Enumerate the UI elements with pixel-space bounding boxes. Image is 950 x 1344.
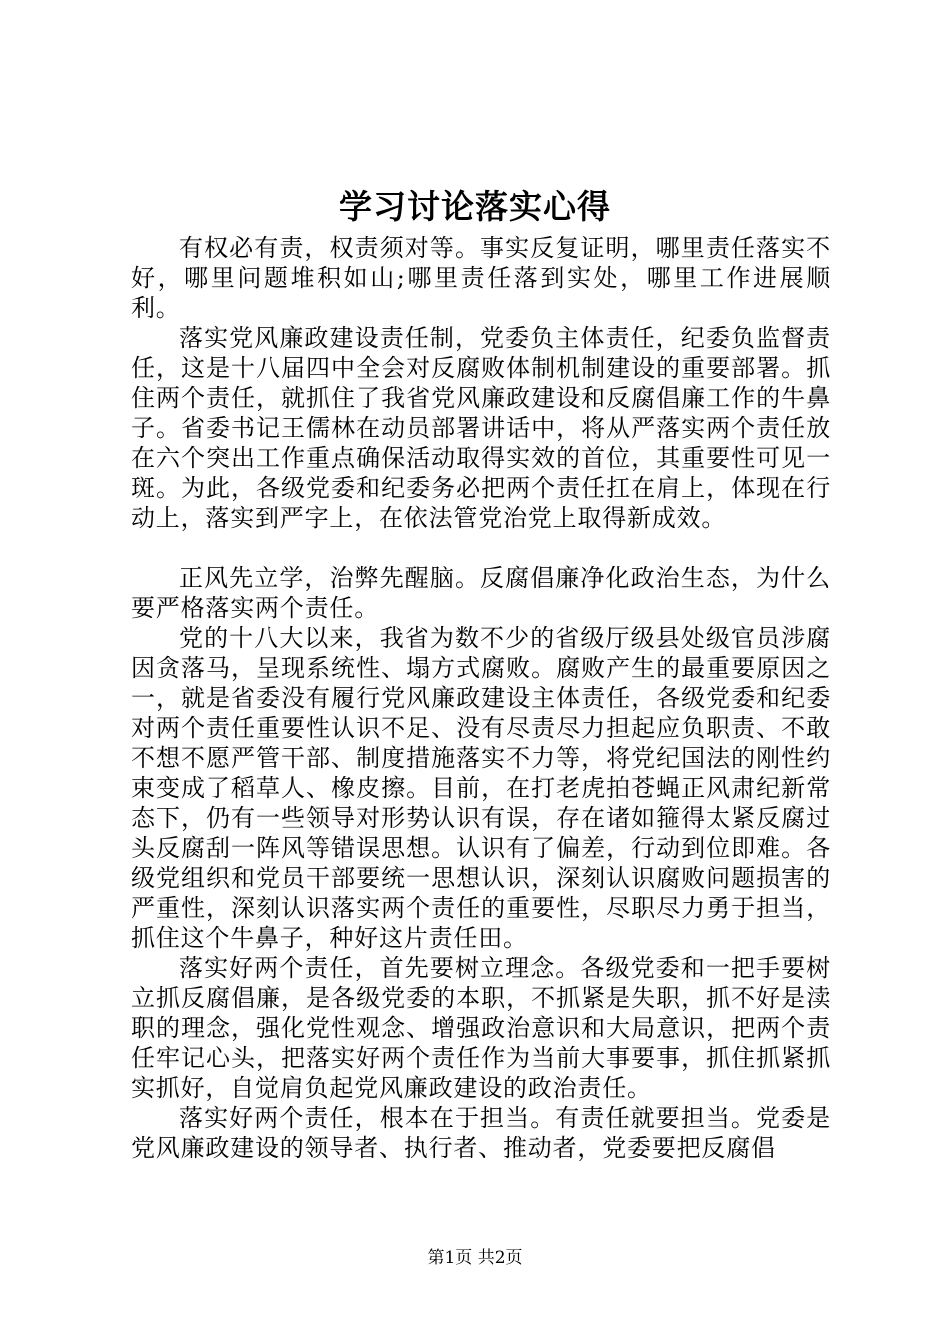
paragraph-1: 有权必有责，权责须对等。事实反复证明，哪里责任落实不好，哪里问题堆积如山;哪里责任落到实处，哪里工作进展顺利。 xyxy=(131,234,831,322)
paragraph-4: 党的十八大以来，我省为数不少的省级厅级县处级官员涉腐因贪落马，呈现系统性、塌方式腐败。腐败产生的最重要原因之一，就是省委没有履行党风廉政建设主体责任，各级党委和纪委对两个责任重要性认识不足、没有尽责尽力担起应负职责、不敢不想不愿严管干部、制度措施落实不力等，将党纪国法的刚性约束变成了稻草人、橡皮擦。目前，在打老虎拍苍蝇正风肃纪新常态下，仍有一些领导对形势认识有误，存在诸如箍得太紧反腐过头反腐刮一阵风等错误思想。认识有了偏差，行动到位即难。各级党组织和党员干部要统一思想认识，深刻认识腐败问题损害的严重性，深刻认识落实两个责任的重要性，尽职尽力勇于担当，抓住这个牛鼻子，种好这片责任田。 xyxy=(131,624,831,952)
page-footer: 第1页 共2页 xyxy=(427,1248,523,1268)
document-title: 学习讨论落实心得 xyxy=(339,187,611,226)
paragraph-3: 正风先立学，治弊先醒脑。反腐倡廉净化政治生态，为什么要严格落实两个责任。 xyxy=(131,564,831,622)
document-body xyxy=(131,233,831,1163)
paragraph-5: 落实好两个责任，首先要树立理念。各级党委和一把手要树立抓反腐倡廉，是各级党委的本职，不抓紧是失职，抓不好是渎职的理念，强化党性观念、增强政治意识和大局意识，把两个责任牢记心头，把落实好两个责任作为当前大事要事，抓住抓紧抓实抓好，自觉肩负起党风廉政建设的政治责任。 xyxy=(131,954,831,1102)
paragraph-6: 落实好两个责任，根本在于担当。有责任就要担当。党委是党风廉政建设的领导者、执行者、推动者，党委要把反腐倡 xyxy=(131,1104,831,1162)
paragraph-2: 落实党风廉政建设责任制，党委负主体责任，纪委负监督责任，这是十八届四中全会对反腐败体制机制建设的重要部署。抓住两个责任，就抓住了我省党风廉政建设和反腐倡廉工作的牛鼻子。省委书记王儒林在动员部署讲话中，将从严落实两个责任放在六个突出工作重点确保活动取得实效的首位，其重要性可见一斑。为此，各级党委和纪委务必把两个责任扛在肩上，体现在行动上，落实到严字上，在依法管党治党上取得新成效。 xyxy=(131,324,831,532)
